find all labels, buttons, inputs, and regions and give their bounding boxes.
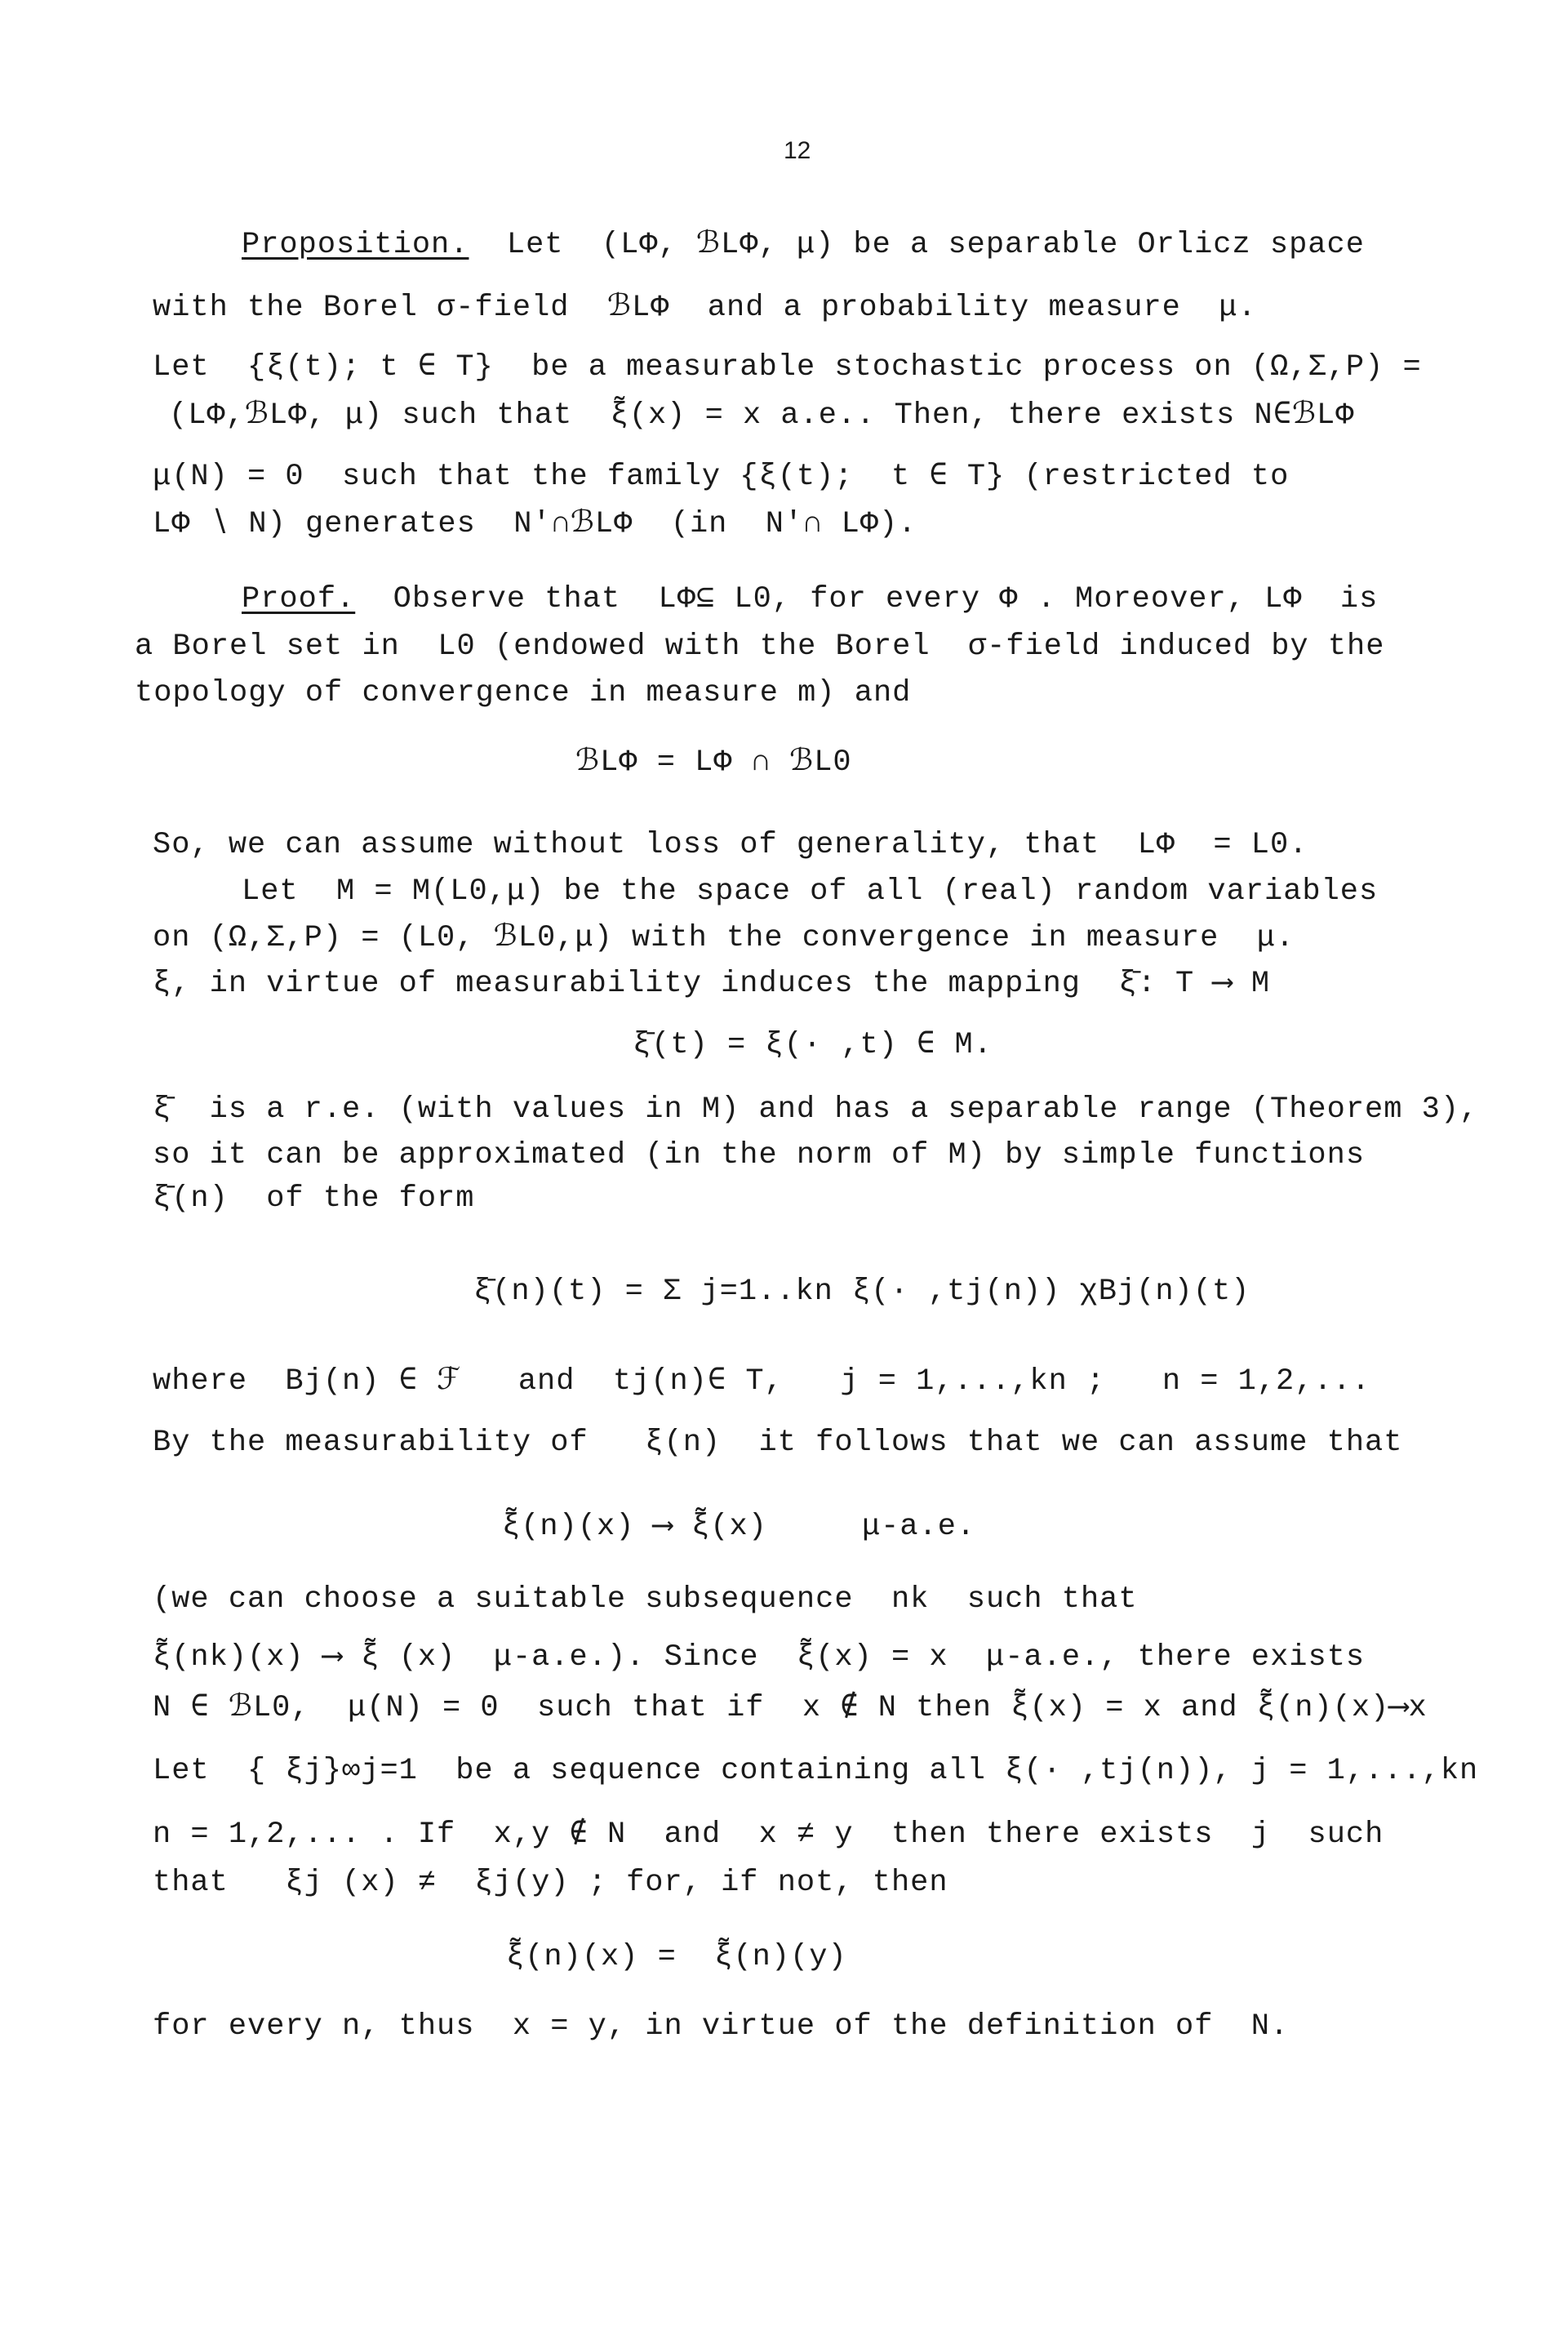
proof-line-11: where Bj(n) ∈ ℱ and tj(n)∈ T, j = 1,...,kn ; n = 1,2,... [153,1364,1371,1399]
proposition-line-1-text: Let (LΦ, ℬLΦ, μ) be a separable Orlicz space [506,228,1365,262]
proof-line-15: N ∈ ℬL0, μ(N) = 0 such that if x ∉ N then ξ̃(x) = x and ξ̃(n)(x)⟶x [153,1691,1428,1725]
proof-line-3: topology of convergence in measure m) and [135,676,912,710]
proof-line-7: ξ, in virtue of measurability induces the mapping ξ̄: T ⟶ M [153,967,1271,1001]
proof-line-14: ξ̃(nk)(x) ⟶ ξ̃ (x) μ-a.e.). Since ξ̃(x) = x μ-a.e., there exists [153,1640,1366,1675]
proof-line-9: so it can be approximated (in the norm of M) by simple functions [153,1138,1366,1172]
proof-line-12: By the measurability of ξ(n) it follows that we can assume that [153,1426,1403,1460]
equation-borel-field: ℬLΦ = LΦ ∩ ℬL0 [575,745,852,780]
proof-line-4: So, we can assume without loss of generality, that LΦ = L0. [153,828,1308,862]
proposition-heading: Proposition. [242,228,469,262]
proof-line-13: (we can choose a suitable subsequence nk such that [153,1582,1138,1617]
page-number: 12 [784,137,811,164]
proposition-line-2: with the Borel σ-field ℬLΦ and a probability measure μ. [153,291,1257,325]
equation-equality: ξ̃(n)(x) = ξ̃(n)(y) [506,1940,847,1974]
proof-line-18: that ξj (x) ≠ ξj(y) ; for, if not, then [153,1866,948,1900]
proof-line-5: Let M = M(L0,μ) be the space of all (real) random variables [242,874,1379,909]
proposition-line-1 [242,227,1365,263]
equation-simple-functions: ξ̄(n)(t) = Σ j=1..kn ξ(· ,tj(n)) χBj(n)(t) [473,1275,1250,1309]
proposition-line-5: μ(N) = 0 such that the family {ξ(t); t ∈ T} (restricted to [153,460,1290,494]
proof-heading: Proof. [242,582,356,616]
proof-line-10: ξ̄(n) of the form [153,1181,475,1216]
proof-line-1-text: Observe that LΦ⊆ L0, for every Φ . Moreover, LΦ is [393,582,1379,616]
equation-convergence: ξ̃(n)(x) ⟶ ξ̃(x) μ-a.e. [502,1510,976,1544]
equation-mapping: ξ̄(t) = ξ(· ,t) ∈ M. [633,1028,993,1062]
proof-line-16: Let { ξj}∞j=1 be a sequence containing all ξ(· ,tj(n)), j = 1,...,kn [153,1754,1479,1788]
proposition-line-6: LΦ ∖ N) generates N′∩ℬLΦ (in N′∩ LΦ). [153,507,917,541]
proof-line-8: ξ̄ is a r.e. (with values in M) and has a separable range (Theorem 3), [153,1092,1479,1127]
proof-line-19: for every n, thus x = y, in virtue of the definition of N. [153,2009,1290,2044]
proof-line-6: on (Ω,Σ,P) = (L0, ℬL0,μ) with the convergence in measure μ. [153,921,1295,955]
proposition-line-3: Let {ξ(t); t ∈ T} be a measurable stochastic process on (Ω,Σ,P) = [153,350,1422,385]
proof-line-17: n = 1,2,... . If x,y ∉ N and x ≠ y then there exists j such [153,1818,1384,1852]
proof-line-1 [242,581,1378,617]
proposition-line-4: (LΦ,ℬLΦ, μ) such that ξ̃(x) = x a.e.. Then, there exists N∈ℬLΦ [169,398,1355,433]
proof-line-2: a Borel set in L0 (endowed with the Borel σ-field induced by the [135,630,1385,664]
